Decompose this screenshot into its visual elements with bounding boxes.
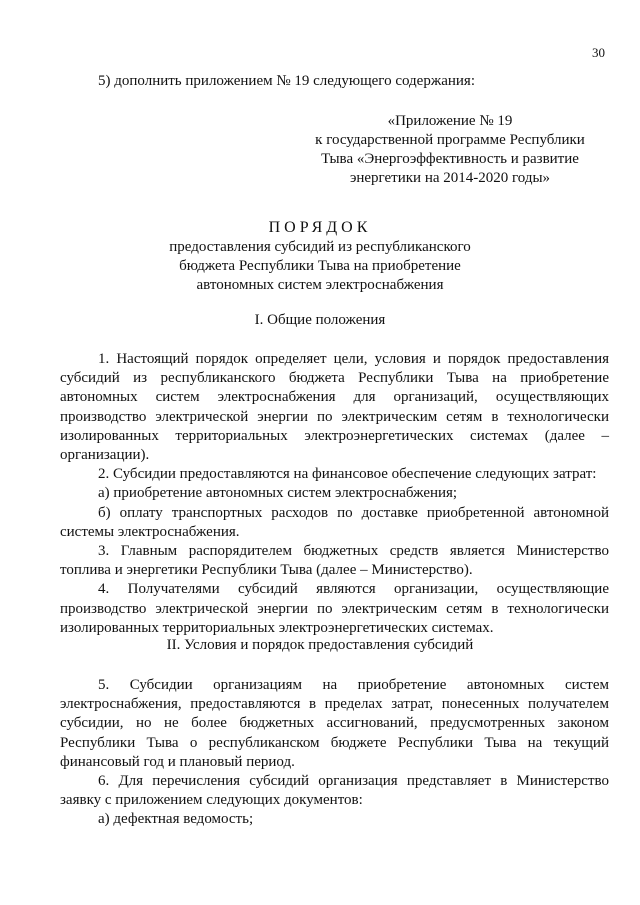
paragraph: 2. Субсидии предоставляются на финансовое обеспечение следующих затрат:	[98, 466, 597, 483]
appendix-line: «Приложение № 19	[387, 113, 513, 129]
section-heading-general: I. Общие положения	[254, 312, 386, 328]
appendix-line: к государственной программе Республики	[315, 132, 585, 148]
subtitle-line: бюджета Республики Тыва на приобретение	[179, 258, 461, 274]
section-heading-conditions: II. Условия и порядок предоставления субсидий	[166, 637, 474, 653]
page-number: 30	[592, 45, 605, 60]
appendix-line: Тыва «Энергоэффективность и развитие	[321, 151, 579, 167]
section-conditions-body	[60, 676, 609, 830]
subtitle-line: предоставления субсидий из республиканского	[169, 239, 471, 255]
document-title: ПОРЯДОК	[268, 219, 372, 236]
paragraph: 3. Главным распорядителем бюджетных средств является Министерство топлива и энергетики Республики Тыва (далее – Министерство).	[60, 543, 609, 579]
appendix-line: энергетики на 2014-2020 годы»	[349, 170, 551, 186]
document-title-block	[100, 218, 540, 295]
subtitle-line: автономных систем электроснабжения	[196, 277, 444, 293]
paragraph: б) оплату транспортных расходов по доставке приобретенной автономной системы электроснабжения.	[60, 504, 609, 540]
paragraph: 5. Субсидии организациям на приобретение автономных систем электроснабжения, предоставляются в пределах затрат, понесенных получателем субсидии, но не более бюджетных ассигнований, предусмотренных законом Республики Тыва о республиканском бюджете Республики Тыва на текущий финансовый год и плановый период.	[60, 677, 609, 770]
amendment-intro: 5) дополнить приложением № 19 следующего содержания:	[98, 73, 475, 89]
appendix-reference	[300, 112, 600, 188]
paragraph: 6. Для перечисления субсидий организация представляет в Министерство заявку с приложением следующих документов:	[60, 773, 609, 809]
document-subtitle	[100, 238, 540, 295]
paragraph: а) дефектная ведомость;	[98, 811, 254, 828]
paragraph: 1. Настоящий порядок определяет цели, условия и порядок предоставления субсидий из республиканского бюджета Республики Тыва на приобретение автономных систем электроснабжения для организаций, осуществляющих производство электрической энергии по электрическим сетям в технологически изолированных территориальных электроэнергетических системах (далее – организации).	[60, 351, 609, 464]
paragraph: 4. Получателями субсидий являются организации, осуществляющие производство электрической энергии по электрическим сетям в технологически изолированных территориальных электроэнергетических системах.	[60, 581, 609, 636]
paragraph: а) приобретение автономных систем электроснабжения;	[98, 485, 458, 502]
section-general-body	[60, 350, 609, 638]
